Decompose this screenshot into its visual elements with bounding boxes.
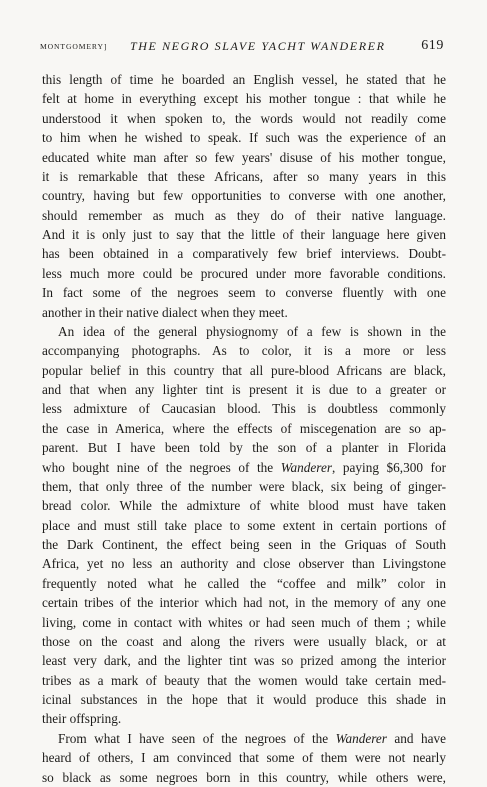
text-segment: another in their native dialect when they meet. <box>42 304 288 320</box>
text-line <box>42 554 446 573</box>
text-segment: the Dark Continent, the effect being seen in the Griquas of South <box>42 537 446 552</box>
text-segment: country, having but few opportunities to converse with one another, <box>42 188 446 204</box>
text-segment: place and must still take place to some extent in certain portions of <box>42 517 446 533</box>
text-line <box>42 225 446 244</box>
text-segment: the case in America, where the effects of miscegenation are so ap- <box>42 420 446 436</box>
text-line <box>42 438 446 457</box>
text-segment: tribes as a mark of beauty that the women would take certain med- <box>42 672 446 688</box>
text-segment: least very dark, and the lighter tint was so prized among the interior <box>42 653 446 669</box>
running-head <box>40 38 444 56</box>
text-line <box>42 303 446 322</box>
text-line <box>42 632 446 651</box>
body-text <box>42 70 446 787</box>
text-segment: and have <box>386 730 446 746</box>
text-segment: and that when any lighter tint is present it is due to a greater or <box>42 382 446 397</box>
text-line <box>42 264 446 283</box>
text-line <box>42 768 446 787</box>
text-segment: less much more could be procured under more favorable conditions. <box>42 265 446 281</box>
text-segment: popular belief in this country that all pure-blood Africans are black, <box>42 362 446 378</box>
text-line <box>42 341 446 360</box>
text-line <box>42 458 446 477</box>
italic-text-segment: Wanderer <box>280 459 332 475</box>
text-segment: felt at home in everything except his mother tongue : that while he <box>42 91 446 107</box>
text-line <box>42 690 446 709</box>
text-line <box>42 593 446 612</box>
text-line <box>42 419 446 438</box>
text-segment: From what I have seen of the negroes of the <box>58 730 336 746</box>
text-segment: to him when he wished to speak. If such was the experience of an <box>42 130 446 146</box>
text-segment: educated white man after so few years' disuse of his mother tongue, <box>42 149 446 165</box>
text-line <box>42 399 446 418</box>
text-line <box>42 283 446 302</box>
text-segment: bread color. While the admixture of white blood must have taken <box>42 498 446 514</box>
text-segment: understood it when spoken to, the words would not readily come <box>42 110 446 126</box>
italic-text-segment: Wanderer <box>335 730 387 746</box>
text-line <box>42 186 446 205</box>
text-segment: those on the coast and along the rivers were usually black, or at <box>42 633 446 649</box>
text-line <box>42 574 446 593</box>
text-line <box>42 380 446 399</box>
text-line <box>42 709 446 728</box>
text-segment: In fact some of the negroes seem to converse fluently with one <box>42 285 446 301</box>
text-line <box>42 477 446 496</box>
text-line <box>42 613 446 632</box>
text-segment: certain tribes of the interior which had not, in the memory of any one <box>42 595 446 611</box>
text-segment: And it is only just to say that the little of their language here given <box>42 227 446 242</box>
text-line <box>42 89 446 108</box>
text-segment: parent. But I have been told by the son of a planter in Florida <box>42 440 446 456</box>
text-segment: who bought nine of the negroes of the <box>42 459 281 475</box>
text-line <box>42 671 446 690</box>
running-head-title: THE NEGRO SLAVE YACHT WANDERER <box>130 39 386 53</box>
text-segment: this length of time he boarded an English vessel, he stated that he <box>42 72 446 87</box>
text-segment: living, come in contact with whites or had seen much of them ; while <box>42 614 446 630</box>
text-segment: should remember as much as they do of their native language. <box>42 207 446 223</box>
text-segment: accompanying photographs. As to color, it is a more or less <box>42 343 446 359</box>
text-line <box>42 729 446 748</box>
text-segment: icinal substances in the hope that it would produce this shade in <box>42 692 446 707</box>
page-number: 619 <box>421 38 444 53</box>
running-head-author: MONTGOMERY] <box>40 42 108 51</box>
text-line <box>42 148 446 167</box>
text-line <box>42 128 446 147</box>
text-line <box>42 109 446 128</box>
text-segment: their offspring. <box>42 711 122 727</box>
text-segment: heard of others, I am convinced that some of them were not nearly <box>42 750 446 766</box>
text-segment: less admixture of Caucasian blood. This is doubtless commonly <box>42 401 446 417</box>
text-segment: it is remarkable that these Africans, after so many years in this <box>42 168 446 184</box>
text-line <box>42 167 446 186</box>
text-segment: Africa, yet no less an authority and close observer than Livingstone <box>42 556 446 572</box>
text-line <box>42 748 446 767</box>
text-segment: them, that only three of the number were black, six being of ginger- <box>42 478 446 494</box>
text-line <box>42 244 446 263</box>
text-line <box>42 206 446 225</box>
text-line <box>42 496 446 515</box>
text-line <box>42 516 446 535</box>
text-line <box>42 651 446 670</box>
text-line <box>42 535 446 554</box>
text-segment: so black as some negroes born in this country, while others were, <box>42 769 446 785</box>
text-line <box>42 70 446 89</box>
text-line <box>42 361 446 380</box>
text-line <box>42 322 446 341</box>
text-segment: has been obtained in a comparatively few brief interviews. Doubt- <box>42 246 446 262</box>
text-segment: An idea of the general physiognomy of a few is shown in the <box>58 323 446 339</box>
text-segment: frequently noted what he called the “coffee and milk” color in <box>42 575 446 591</box>
text-segment: , paying $6,300 for <box>332 459 446 475</box>
